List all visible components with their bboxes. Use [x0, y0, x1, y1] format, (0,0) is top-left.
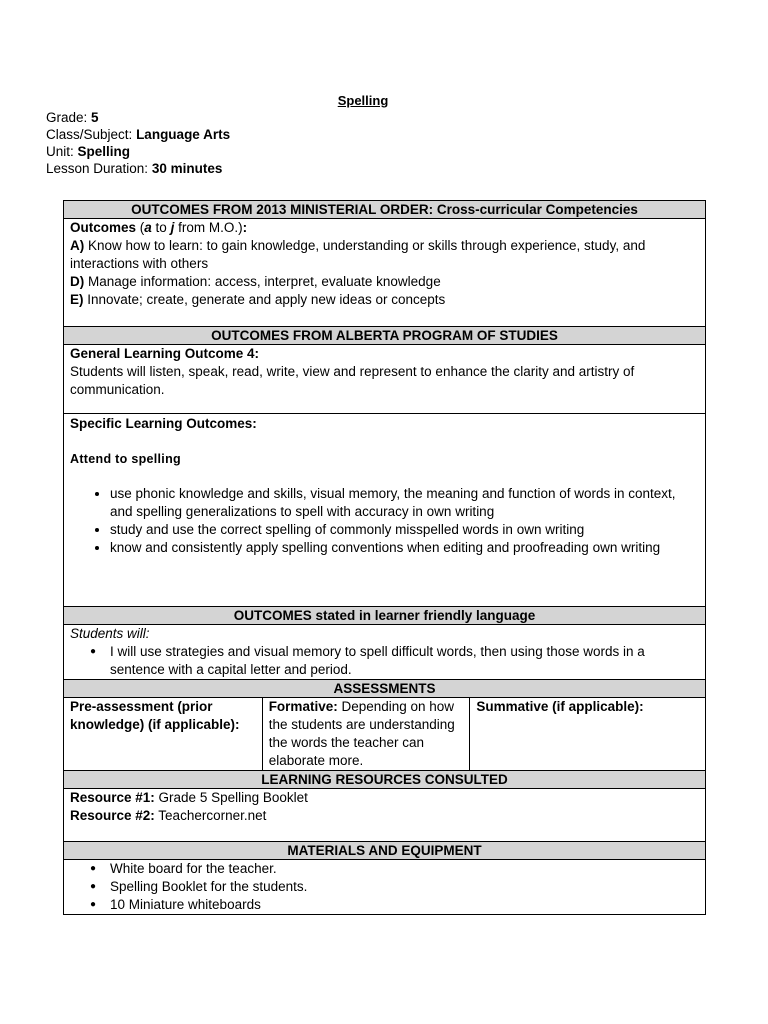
- grade-label: Grade:: [46, 110, 88, 125]
- assessments-header: ASSESSMENTS: [64, 680, 706, 698]
- glo-cell: [64, 345, 706, 414]
- lesson-meta: [46, 109, 230, 177]
- duration-value: 30 minutes: [151, 161, 223, 176]
- list-item: ● Spelling Booklet for the students.: [110, 878, 699, 896]
- grade-line: [46, 109, 230, 126]
- alberta-header: OUTCOMES FROM ALBERTA PROGRAM OF STUDIES: [64, 327, 706, 345]
- glo-title: General Learning Outcome 4:: [70, 346, 260, 361]
- grade-value: 5: [91, 110, 99, 125]
- learner-intro: Students will:: [70, 626, 150, 641]
- pre-assessment-cell: Pre-assessment (prior knowledge) (if applicable):: [64, 698, 263, 771]
- ministerial-item-a: A) Know how to learn: to gain knowledge, understanding or skills through experience, study, and interactions with others: [70, 238, 646, 271]
- list-item: • know and consistently apply spelling conventions when editing and proofreading own writing: [110, 539, 699, 557]
- slo-bullet-list: [70, 485, 699, 557]
- resources-header: LEARNING RESOURCES CONSULTED: [64, 771, 706, 789]
- document-title: Spelling: [337, 93, 389, 108]
- materials-header: MATERIALS AND EQUIPMENT: [64, 842, 706, 860]
- learner-header: OUTCOMES stated in learner friendly language: [64, 607, 706, 625]
- list-item: • study and use the correct spelling of commonly misspelled words in own writing: [110, 521, 699, 539]
- glo-text: Students will listen, speak, read, write, view and represent to enhance the clarity and artistry of communication.: [70, 364, 635, 397]
- slo-title: Specific Learning Outcomes:: [70, 416, 257, 431]
- unit-line: [46, 143, 230, 160]
- ministerial-item-e: E) Innovate; create, generate and apply new ideas or concepts: [70, 292, 446, 307]
- lesson-plan-table: [63, 200, 706, 915]
- class-label: Class/Subject:: [46, 127, 133, 142]
- list-item: ● 10 Miniature whiteboards: [110, 896, 699, 914]
- duration-label: Lesson Duration:: [46, 161, 149, 176]
- materials-cell: [64, 860, 706, 915]
- resources-cell: [64, 789, 706, 842]
- unit-value: Spelling: [77, 144, 131, 159]
- list-item: ● I will use strategies and visual memory to spell difficult words, then using those words in a sentence with a capital letter and period.: [110, 643, 699, 679]
- slo-cell: [64, 414, 706, 607]
- ministerial-outcomes-cell: [64, 219, 706, 327]
- formative-cell: Formative: Depending on how the students are understanding the words the teacher can elaborate more.: [262, 698, 470, 771]
- summative-cell: Summative (if applicable):: [470, 698, 706, 771]
- ministerial-item-d: D) Manage information: access, interpret, evaluate knowledge: [70, 274, 441, 289]
- materials-bullet-list: [70, 860, 699, 914]
- unit-label: Unit:: [46, 144, 74, 159]
- class-value: Language Arts: [136, 127, 231, 142]
- duration-line: [46, 160, 230, 177]
- list-item: • use phonic knowledge and skills, visual memory, the meaning and function of words in context, and spelling generalizations to spell with accuracy in own writing: [110, 485, 699, 521]
- learner-cell: [64, 625, 706, 680]
- ministerial-outcomes-title: Outcomes (a to j from M.O.):: [70, 220, 248, 235]
- list-item: ● White board for the teacher.: [110, 860, 699, 878]
- attend-to-spelling-heading: Attend to spelling: [70, 452, 181, 466]
- class-line: [46, 126, 230, 143]
- ministerial-header: OUTCOMES FROM 2013 MINISTERIAL ORDER: Cross-curricular Competencies: [64, 201, 706, 219]
- resource-item: Resource #2: Teachercorner.net: [70, 808, 267, 823]
- resource-item: Resource #1: Grade 5 Spelling Booklet: [70, 790, 308, 805]
- learner-bullet-list: [70, 643, 699, 679]
